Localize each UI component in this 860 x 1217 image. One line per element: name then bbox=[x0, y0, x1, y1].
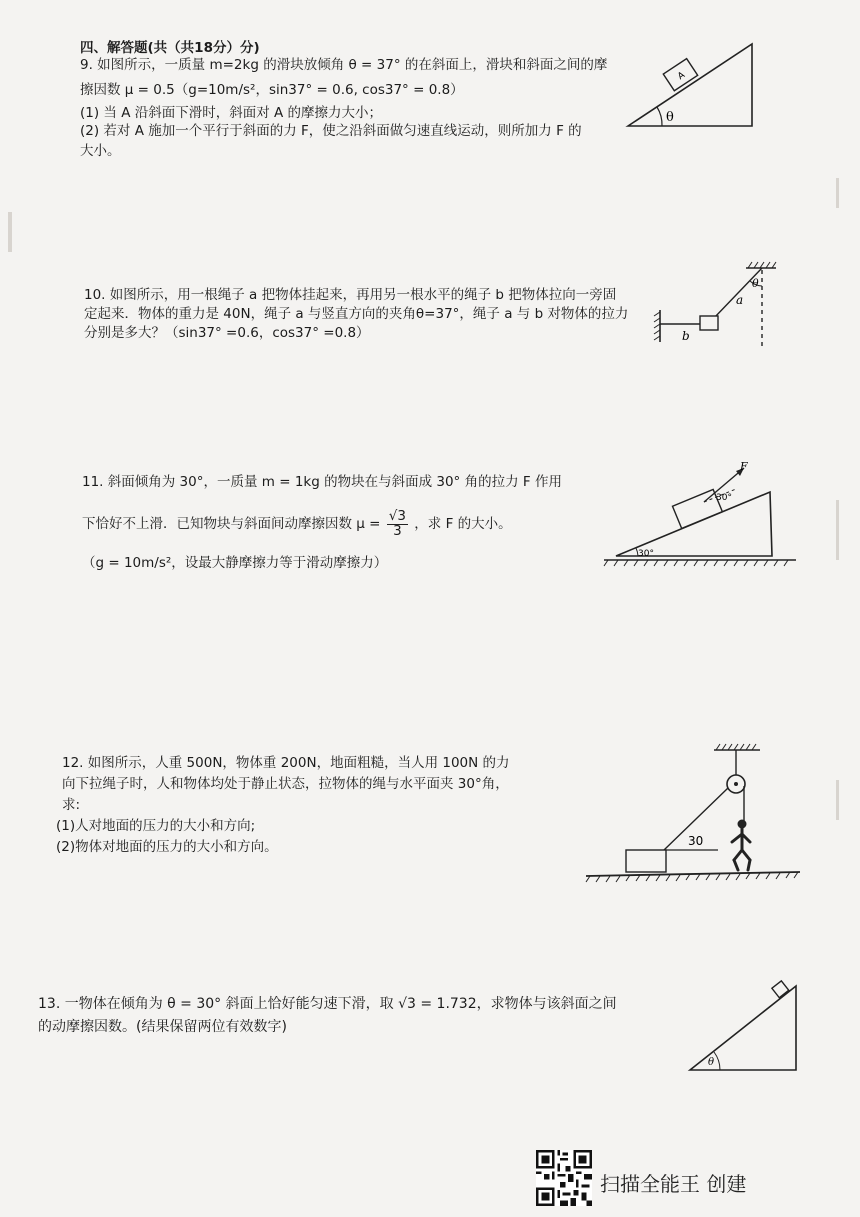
q9-angle-arc bbox=[657, 107, 662, 126]
q10-line3: 分别是多大？（sin37° =0.6，cos37° =0.8） bbox=[84, 325, 370, 341]
q9-incline bbox=[628, 44, 752, 126]
q12-angle-label: 30 bbox=[688, 834, 704, 848]
qr-code-icon bbox=[536, 1150, 592, 1206]
footer-brand-text: 扫描全能王 创建 bbox=[600, 1172, 747, 1196]
q11-block bbox=[672, 489, 722, 528]
q11-30-label-bottom: 30° bbox=[638, 549, 654, 559]
q11-30-label-top: 30° bbox=[716, 493, 732, 503]
q10-hanging-figure bbox=[650, 260, 780, 350]
q12-line1: 12. 如图所示，人重 500N，物体重 200N，地面粗糙，当人用 100N 的力 bbox=[62, 755, 510, 771]
q10-a-label: a bbox=[736, 293, 744, 307]
q11-frac-numerator: √3 bbox=[388, 508, 406, 524]
q11-line1: 11. 斜面倾角为 30°，一质量 m = 1kg 的物块在与斜面成 30° 角的拉力 F 作用 bbox=[82, 474, 562, 490]
q11-incline-figure bbox=[600, 462, 800, 574]
q11-F-label: F bbox=[740, 460, 748, 473]
q13-incline bbox=[690, 986, 796, 1070]
q9-angle-label: θ bbox=[666, 110, 674, 125]
q13-line1: 13. 一物体在倾角为 θ = 30° 斜面上恰好能匀速下滑，取 √3 = 1.732，求物体与该斜面之间 bbox=[38, 996, 617, 1012]
q9-block-label: A bbox=[676, 70, 687, 83]
q9-line1: 9. 如图所示，一质量 m=2kg 的滑块放倾角 θ = 37° 的在斜面上，滑块和斜面之间的摩 bbox=[80, 57, 608, 73]
section-header: 四、解答题(共（共18分）分) bbox=[80, 40, 260, 56]
q9-block bbox=[663, 59, 697, 91]
q10-object bbox=[700, 316, 718, 330]
q13-theta-label: θ bbox=[708, 1057, 715, 1068]
q13-block bbox=[772, 981, 789, 998]
q9-line4: (2) 若对 A 施加一个平行于斜面的力 F，使之沿斜面做匀速直线运动，则所加力 F 的 bbox=[80, 123, 582, 139]
q11-line2 bbox=[82, 510, 512, 538]
q13-incline-figure bbox=[684, 972, 804, 1074]
q10-line2: 定起来．物体的重力是 40N，绳子 a 与竖直方向的夹角θ=37°，绳子 a 与 b 对物体的拉力 bbox=[84, 306, 629, 322]
q13-line2: 的动摩擦因数。(结果保留两位有效数字) bbox=[38, 1019, 287, 1035]
q12-pulley-figure bbox=[584, 742, 804, 884]
q9-line3: (1) 当 A 沿斜面下滑时，斜面对 A 的摩擦力大小； bbox=[80, 105, 383, 121]
q11-frac-denominator: 3 bbox=[393, 522, 402, 539]
q10-b-label: b bbox=[682, 329, 690, 343]
q9-line5: 大小。 bbox=[80, 143, 121, 159]
q9-incline-figure bbox=[622, 36, 762, 136]
q12-line3: 求: bbox=[62, 797, 81, 813]
q12-person bbox=[732, 820, 750, 870]
q11-line2-post: ，求 F 的大小。 bbox=[414, 516, 512, 532]
q12-line2: 向下拉绳子时，人和物体均处于静止状态，拉物体的绳与水平面夹 30°角， bbox=[62, 776, 509, 792]
scan-mark bbox=[8, 212, 12, 252]
q12-box bbox=[626, 850, 666, 872]
q10-theta-label: θ bbox=[752, 277, 759, 290]
q11-line2-pre: 下恰好不上滑．已知物块与斜面间动摩擦因数 μ = bbox=[82, 516, 381, 532]
q9-line2: 擦因数 μ = 0.5（g=10m/s²，sin37° = 0.6, cos37° = 0.8） bbox=[80, 82, 464, 98]
q11-mu-fraction bbox=[387, 510, 408, 538]
q10-line1: 10. 如图所示，用一根绳子 a 把物体挂起来，再用另一根水平的绳子 b 把物体拉向一旁固 bbox=[84, 287, 617, 303]
q11-line3: （g = 10m/s²，设最大静摩擦力等于滑动摩擦力） bbox=[82, 555, 388, 571]
scan-mark bbox=[836, 500, 839, 560]
scan-mark bbox=[836, 178, 839, 208]
scan-mark bbox=[836, 780, 839, 820]
q12-line4: (1)人对地面的压力的大小和方向; bbox=[56, 818, 256, 834]
q12-line5: (2)物体对地面的压力的大小和方向。 bbox=[56, 839, 278, 855]
